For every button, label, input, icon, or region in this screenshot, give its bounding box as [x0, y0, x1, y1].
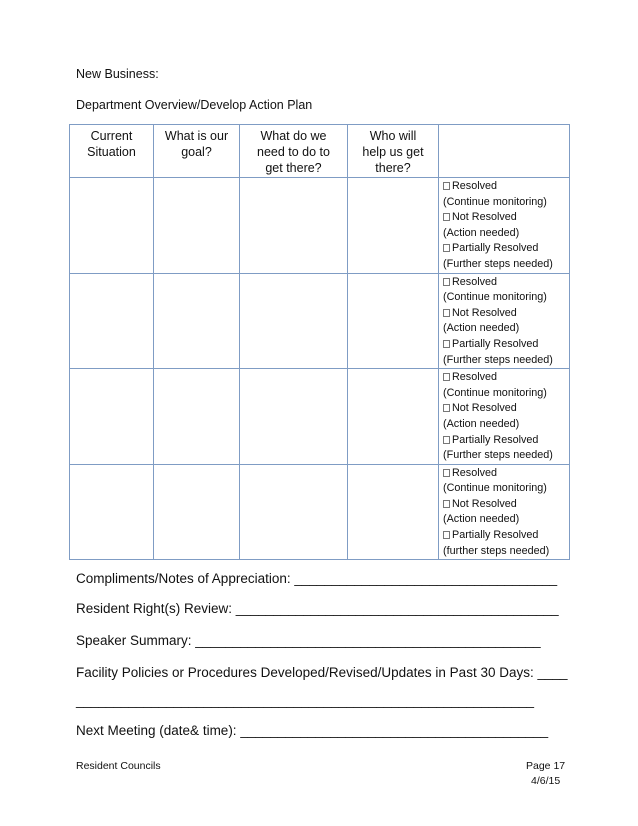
checkbox-label: Resolved: [452, 466, 498, 479]
header-line: need to do to: [257, 145, 330, 159]
checkbox-label: Not Resolved: [452, 211, 517, 224]
cell-status: [439, 273, 570, 369]
checkbox-icon[interactable]: [443, 340, 450, 348]
header-what-to-do: [240, 125, 348, 178]
next-meeting-field[interactable]: Next Meeting (date& time): _________________________________________: [76, 723, 549, 738]
resident-rights-field[interactable]: Resident Right(s) Review: ___________________________________________: [76, 601, 559, 616]
status-note: (Continue monitoring): [443, 482, 547, 495]
checkbox-icon[interactable]: [443, 531, 450, 539]
cell-current-situation[interactable]: [70, 369, 154, 465]
cell-what-to-do[interactable]: [240, 178, 348, 274]
checkbox-label: Not Resolved: [452, 402, 517, 415]
status-note: (Continue monitoring): [443, 386, 547, 399]
cell-who-will-help[interactable]: [348, 369, 439, 465]
header-current-situation: [70, 125, 154, 178]
cell-status: [439, 178, 570, 274]
cell-current-situation[interactable]: [70, 178, 154, 274]
checkbox-label: Partially Resolved: [452, 433, 539, 446]
cell-what-to-do[interactable]: [240, 369, 348, 465]
table-row: [70, 369, 570, 465]
section-title: New Business:: [76, 67, 159, 81]
checkbox-icon[interactable]: [443, 278, 450, 286]
cell-who-will-help[interactable]: [348, 273, 439, 369]
cell-what-to-do[interactable]: [240, 273, 348, 369]
status-note: (Further steps needed): [443, 257, 553, 270]
action-plan-table: [69, 124, 570, 560]
checkbox-icon[interactable]: [443, 213, 450, 221]
speaker-summary-field[interactable]: Speaker Summary: ______________________________________________: [76, 633, 541, 648]
checkbox-icon[interactable]: [443, 500, 450, 508]
table-header-row: [70, 125, 570, 178]
header-line: goal?: [181, 145, 212, 159]
cell-goal[interactable]: [154, 273, 240, 369]
header-who-will-help: [348, 125, 439, 178]
status-note: (Action needed): [443, 417, 520, 430]
checkbox-icon[interactable]: [443, 373, 450, 381]
cell-goal[interactable]: [154, 369, 240, 465]
cell-goal[interactable]: [154, 464, 240, 560]
checkbox-icon[interactable]: [443, 469, 450, 477]
cell-current-situation[interactable]: [70, 464, 154, 560]
status-note: (Action needed): [443, 226, 520, 239]
header-status: [439, 125, 570, 178]
checkbox-icon[interactable]: [443, 404, 450, 412]
cell-status: [439, 464, 570, 560]
table-row: [70, 273, 570, 369]
blank-answer-line[interactable]: _____________________________________________________________: [76, 693, 534, 708]
footer-date: 4/6/15: [531, 775, 561, 787]
table-row: [70, 464, 570, 560]
page-number: Page 17: [526, 760, 566, 772]
header-line: What is our: [164, 129, 229, 143]
compliments-field[interactable]: Compliments/Notes of Appreciation: ___________________________________: [76, 571, 558, 586]
status-note: (Action needed): [443, 513, 520, 526]
footer-title: Resident Councils: [76, 760, 161, 772]
checkbox-label: Partially Resolved: [452, 242, 539, 255]
header-line: Situation: [87, 145, 136, 159]
status-note: (further steps needed): [443, 544, 550, 557]
status-note: (Further steps needed): [443, 353, 553, 366]
status-note: (Action needed): [443, 322, 520, 335]
checkbox-icon[interactable]: [443, 244, 450, 252]
header-line: Who will: [369, 129, 417, 143]
checkbox-label: Resolved: [452, 275, 498, 288]
cell-who-will-help[interactable]: [348, 464, 439, 560]
header-goal: [154, 125, 240, 178]
status-note: (Further steps needed): [443, 449, 553, 462]
checkbox-label: Partially Resolved: [452, 337, 539, 350]
header-line: Current: [90, 129, 133, 143]
table-title: Department Overview/Develop Action Plan: [76, 98, 313, 112]
checkbox-label: Partially Resolved: [452, 529, 539, 542]
header-line: get there?: [265, 161, 322, 175]
facility-policies-field[interactable]: Facility Policies or Procedures Developed/Revised/Updates in Past 30 Days: ____: [76, 665, 568, 680]
table-row: [70, 178, 570, 274]
header-line: What do we: [260, 129, 327, 143]
checkbox-label: Not Resolved: [452, 497, 517, 510]
cell-status: [439, 369, 570, 465]
status-note: (Continue monitoring): [443, 195, 547, 208]
header-line: there?: [375, 161, 411, 175]
checkbox-icon[interactable]: [443, 309, 450, 317]
checkbox-label: Resolved: [452, 371, 498, 384]
checkbox-label: Resolved: [452, 180, 498, 192]
cell-goal[interactable]: [154, 178, 240, 274]
cell-current-situation[interactable]: [70, 273, 154, 369]
checkbox-icon[interactable]: [443, 436, 450, 444]
checkbox-label: Not Resolved: [452, 306, 517, 319]
checkbox-icon[interactable]: [443, 182, 450, 190]
header-line: help us get: [362, 145, 424, 159]
cell-who-will-help[interactable]: [348, 178, 439, 274]
cell-what-to-do[interactable]: [240, 464, 348, 560]
status-note: (Continue monitoring): [443, 291, 547, 304]
